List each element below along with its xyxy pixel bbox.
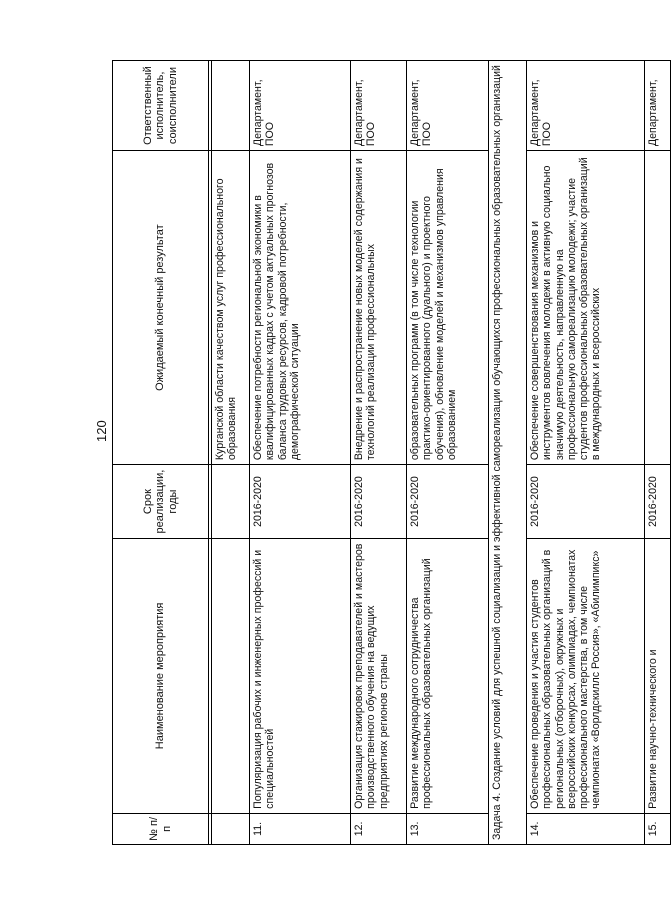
- header-responsible: Ответственный исполнитель, соисполнители: [113, 61, 209, 151]
- cell-responsible: Департамент, ПОО: [351, 61, 407, 151]
- cell-name: Популяризация рабочих и инженерных профессий и специальностей: [250, 539, 351, 814]
- header-result: Ожидаемый конечный результат: [113, 151, 209, 465]
- cell-result: Обеспечение совершенствования механизмов и инструментов вовлечения молодежи в активную социально значимую деятельность, направленную на профессиональную самореализацию молодежи; участие студентов профессиональных образовательных организаций в международных и всероссийских: [527, 151, 645, 465]
- cell-result: [645, 151, 671, 465]
- cell-term: 2016-2020: [645, 465, 671, 539]
- table-row: [645, 61, 671, 845]
- task-row: [489, 61, 527, 845]
- cell-result: Курганской области качеством услуг профессионального образования: [212, 151, 250, 465]
- table-row: [527, 61, 645, 845]
- page-number: 120: [94, 420, 109, 442]
- cell-responsible: Департамент, ПОО: [250, 61, 351, 151]
- measures-table: [112, 60, 671, 845]
- cell-num: 12.: [351, 813, 407, 844]
- table-header-row: [113, 61, 209, 845]
- cell-name: Развитие научно-технического и: [645, 539, 671, 814]
- cell-term: 2016-2020: [250, 465, 351, 539]
- cell-result: Обеспечение потребности региональной экономики в квалифицированных кадрах с учетом актуальных прогнозов баланса трудовых ресурсов, кадровой потребности, демографической ситуации: [250, 151, 351, 465]
- cell-name: Организация стажировок преподавателей и мастеров производственного обучения на ведущих предприятиях регионов страны: [351, 539, 407, 814]
- cell-num: 15.: [645, 813, 671, 844]
- cell-responsible: Департамент,: [645, 61, 671, 151]
- task-heading: Задача 4. Создание условий для успешной социализации и эффективной самореализации обучающихся профессиональных образовательных организаций: [489, 61, 527, 845]
- cell-term: 2016-2020: [351, 465, 407, 539]
- table-row: [212, 61, 250, 845]
- table-row: [351, 61, 407, 845]
- table-row: [250, 61, 351, 845]
- cell-name: Развитие международного сотрудничества профессиональных образовательных организаций: [407, 539, 489, 814]
- cell-term: [212, 465, 250, 539]
- cell-responsible: [212, 61, 250, 151]
- cell-num: 14.: [527, 813, 645, 844]
- cell-num: 13.: [407, 813, 489, 844]
- cell-responsible: Департамент, ПОО: [527, 61, 645, 151]
- table-row: [407, 61, 489, 845]
- cell-num: 11.: [250, 813, 351, 844]
- header-num: № п/п: [113, 813, 209, 844]
- header-term: Срок реализации, годы: [113, 465, 209, 539]
- cell-term: 2016-2020: [407, 465, 489, 539]
- cell-name: Обеспечение проведения и участия студентов профессиональных образовательных организаций в региональных (отборочных), окружных и всероссийских конкурсах, олимпиадах, чемпионатах профессионального мастерства, в том числе чемпионатах «Ворлдскиллс Россия», «Абилимпикс»: [527, 539, 645, 814]
- cell-result: Внедрение и распространение новых моделей содержания и технологий реализации профессиональных: [351, 151, 407, 465]
- header-name: Наименование мероприятия: [113, 539, 209, 814]
- cell-num: [212, 813, 250, 844]
- rotated-table-container: [112, 60, 659, 845]
- cell-responsible: Департамент, ПОО: [407, 61, 489, 151]
- cell-result: образовательных программ (в том числе технологии практико-ориентированного (дуального) и проектного обучения), обновление моделей и механизмов управления образованием: [407, 151, 489, 465]
- cell-name: [212, 539, 250, 814]
- cell-term: 2016-2020: [527, 465, 645, 539]
